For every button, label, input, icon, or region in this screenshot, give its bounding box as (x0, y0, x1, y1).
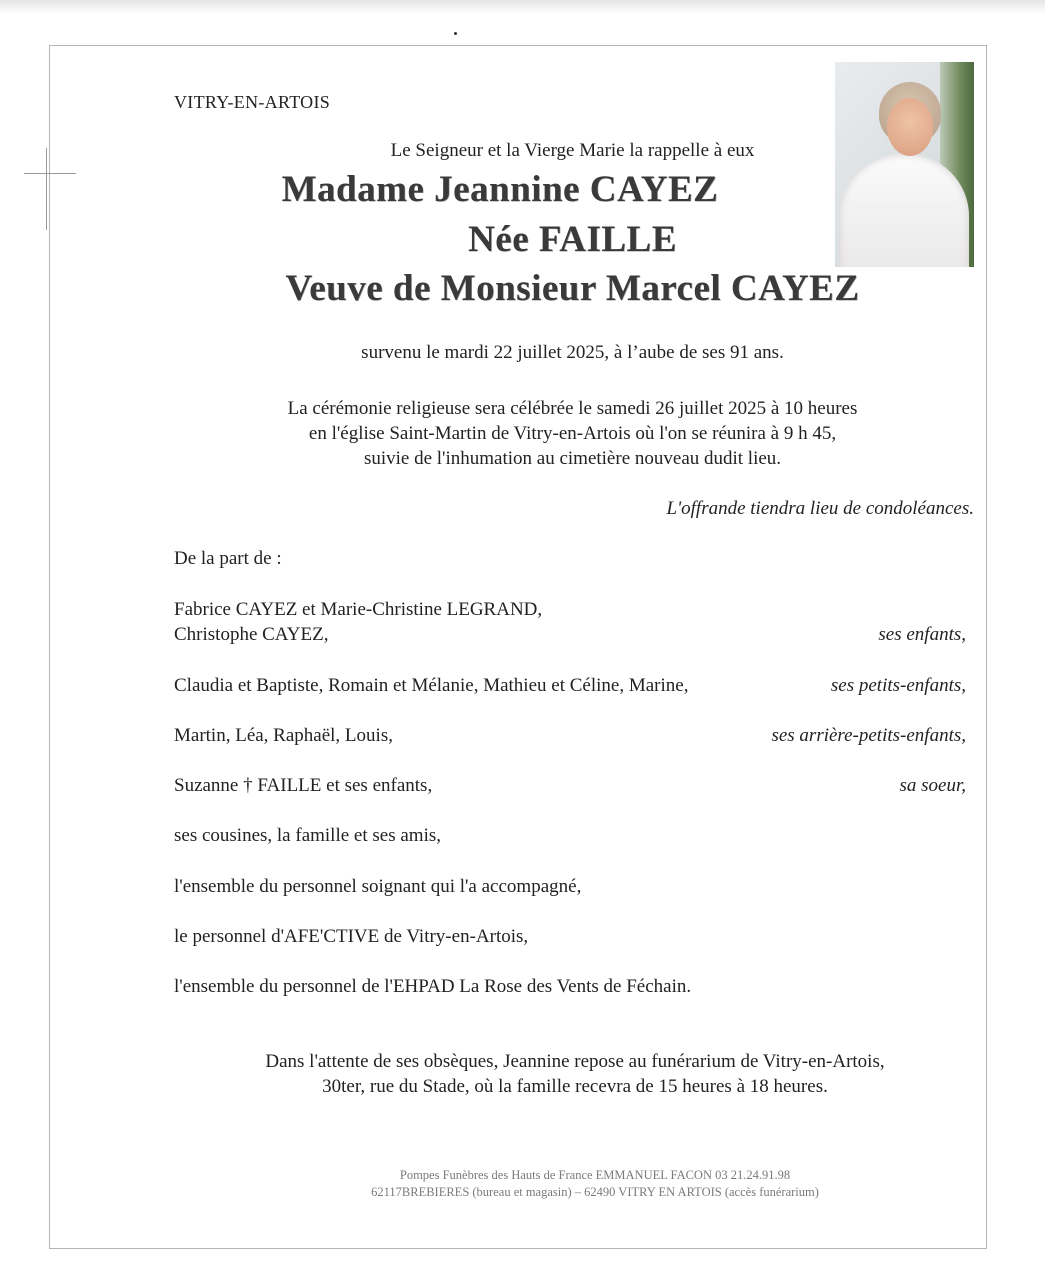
grandchildren-relation: ses petits-enfants, (830, 675, 966, 696)
scan-speck (454, 32, 457, 35)
deceased-name: Madame Jeannine CAYEZ (281, 169, 719, 210)
ceremony-line-2: en l'église Saint-Martin de Vitry-en-Artois où l'on se réunira à 9 h 45, (308, 423, 837, 444)
scan-top-band (0, 0, 1045, 14)
city-heading: VITRY-EN-ARTOIS (174, 92, 331, 112)
intro-line: Le Seigneur et la Vierge Marie la rappelle à eux (390, 140, 755, 161)
grandchildren-line: Claudia et Baptiste, Romain et Mélanie, Mathieu et Céline, Marine, (174, 675, 689, 696)
children-line-2: Christophe CAYEZ, (174, 624, 329, 645)
ceremony-line-3: suivie de l'inhumation au cimetière nouveau dudit lieu. (363, 448, 782, 469)
ceremony-line-1: La cérémonie religieuse sera célébrée le samedi 26 juillet 2025 à 10 heures (287, 398, 858, 419)
widow-line: Veuve de Monsieur Marcel CAYEZ (285, 268, 860, 309)
staff-line-1: l'ensemble du personnel soignant qui l'a accompagné, (174, 876, 582, 897)
funerarium-line-1: Dans l'attente de ses obsèques, Jeannine repose au funérarium de Vitry-en-Artois, (265, 1051, 885, 1072)
funerarium-line-2: 30ter, rue du Stade, où la famille recevra de 15 heures à 18 heures. (322, 1076, 828, 1097)
footer-line-1: Pompes Funèbres des Hauts de France EMMANUEL FACON 03 21.24.91.98 (399, 1168, 791, 1182)
footer-line-2: 62117BREBIERES (bureau et magasin) – 62490 VITRY EN ARTOIS (accès funérarium) (371, 1185, 819, 1199)
children-relation: ses enfants, (878, 624, 966, 645)
great-grandchildren-relation: ses arrière-petits-enfants, (771, 725, 966, 746)
sister-line: Suzanne † FAILLE et ses enfants, (174, 775, 433, 796)
maiden-name: Née FAILLE (468, 219, 677, 260)
sister-relation: sa soeur, (899, 775, 966, 796)
great-grandchildren-line: Martin, Léa, Raphaël, Louis, (174, 725, 393, 746)
staff-line-3: l'ensemble du personnel de l'EHPAD La Rose des Vents de Féchain. (174, 976, 692, 997)
family-intro: De la part de : (174, 548, 282, 569)
death-line: survenu le mardi 22 juillet 2025, à l’aube de ses 91 ans. (361, 342, 784, 363)
children-line-1: Fabrice CAYEZ et Marie-Christine LEGRAND, (174, 599, 543, 620)
staff-line-2: le personnel d'AFE'CTIVE de Vitry-en-Artois, (174, 926, 529, 947)
cousins-line: ses cousines, la famille et ses amis, (174, 825, 441, 846)
offering-note: L'offrande tiendra lieu de condoléances. (666, 498, 974, 519)
